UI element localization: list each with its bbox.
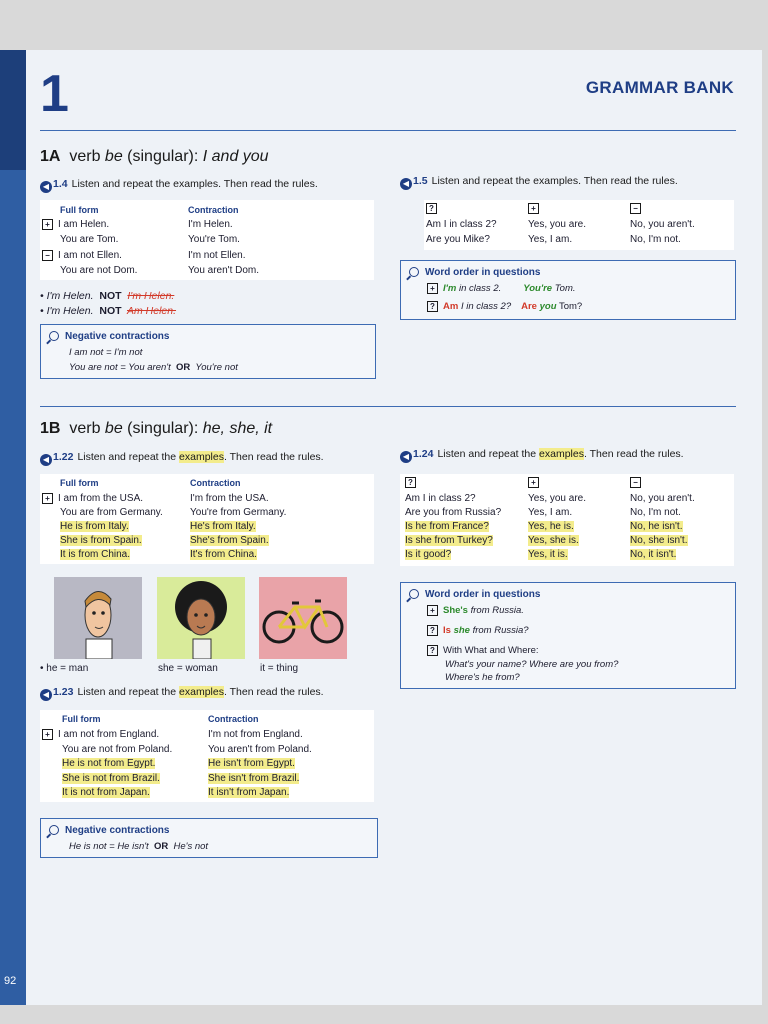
col-contraction: Contraction <box>190 478 241 488</box>
table-1-24 <box>400 474 734 566</box>
rule-bullet: • I'm Helen. NOT I'm Helen. <box>40 290 175 302</box>
table-cell: Yes, it is. <box>528 549 568 560</box>
col-contraction: Contraction <box>208 714 259 724</box>
word-order-box-1b <box>400 582 736 689</box>
magnifier-icon <box>49 825 59 835</box>
caption-it: it = thing <box>260 663 299 674</box>
table-cell: No, I'm not. <box>630 507 681 518</box>
word-order-line: ? Am I in class 2? Are you Tom? <box>427 301 582 312</box>
woman-illustration <box>157 577 245 659</box>
note-title: Word order in questions <box>409 267 540 278</box>
table-cell: Yes, you are. <box>528 493 587 504</box>
exercise-1-24-instruction: ◀ 1.24 Listen and repeat the examples. Then read the rules. <box>400 448 684 463</box>
col-full-form: Full form <box>60 205 99 215</box>
table-cell: Yes, she is. <box>528 535 579 546</box>
table-cell: Am I in class 2? <box>405 493 476 504</box>
exercise-1-22-instruction: ◀ 1.22 Listen and repeat the examples. Then read the rules. <box>40 451 324 466</box>
table-row: You are not Dom. <box>60 265 138 276</box>
table-cell: I'm from the USA. <box>190 493 269 504</box>
table-cell: I'm not Ellen. <box>188 250 246 261</box>
table-cell: He isn't from Egypt. <box>208 758 295 769</box>
word-order-box-1a <box>400 260 736 320</box>
table-row: + I am from the USA. <box>42 493 143 504</box>
audio-icon[interactable]: ◀ <box>400 178 412 190</box>
table-row: It is from China. <box>60 549 131 560</box>
question-sign: ? <box>405 477 416 488</box>
table-cell: Is he from France? <box>405 521 489 532</box>
table-row: It is not from Japan. <box>62 787 150 798</box>
plus-sign: + <box>528 477 539 488</box>
page-title: GRAMMAR BANK <box>585 78 734 97</box>
section-1b-heading: 1B verb be (singular): he, she, it <box>40 420 273 437</box>
table-cell: Yes, you are. <box>528 219 587 230</box>
table-cell: I'm not from England. <box>208 729 303 740</box>
negative-contractions-box <box>40 324 376 379</box>
caption-she: she = woman <box>158 663 218 674</box>
magnifier-icon <box>409 589 419 599</box>
table-cell: Is it good? <box>405 549 452 560</box>
section-divider <box>40 406 736 407</box>
note-title: Negative contractions <box>49 331 169 342</box>
table-row: She is not from Brazil. <box>62 773 160 784</box>
table-cell: No, you aren't. <box>630 493 695 504</box>
table-cell: No, you aren't. <box>630 219 695 230</box>
table-cell: Is she from Turkey? <box>405 535 493 546</box>
table-1-5 <box>424 200 734 250</box>
audio-icon[interactable]: ◀ <box>40 181 52 193</box>
word-order-line: ? Is she from Russia? <box>427 625 529 636</box>
minus-sign: − <box>630 203 641 214</box>
table-cell: He's from Italy. <box>190 521 256 532</box>
table-row: + I am not from England. <box>42 729 159 740</box>
table-cell: Am I in class 2? <box>426 219 497 230</box>
table-cell: No, it isn't. <box>630 549 677 560</box>
note-title: Word order in questions <box>409 589 540 600</box>
table-row: You are from Germany. <box>60 507 163 518</box>
table-cell: It isn't from Japan. <box>208 787 290 798</box>
audio-icon[interactable]: ◀ <box>40 689 52 701</box>
table-1-22 <box>40 474 374 564</box>
table-row: + I am Helen. <box>42 219 109 230</box>
magnifier-icon <box>49 331 59 341</box>
note-line: You are not = You aren't OR You're not <box>69 362 238 373</box>
table-cell: She's from Spain. <box>190 535 269 546</box>
table-1-4 <box>40 200 374 280</box>
col-contraction: Contraction <box>188 205 239 215</box>
page-spine <box>0 50 26 1005</box>
table-row: He is not from Egypt. <box>62 758 156 769</box>
header-divider <box>40 130 736 131</box>
bicycle-illustration <box>259 577 347 659</box>
table-cell: She isn't from Brazil. <box>208 773 300 784</box>
table-cell: No, he isn't. <box>630 521 683 532</box>
minus-sign: − <box>630 477 641 488</box>
table-1-23 <box>40 710 374 802</box>
audio-icon[interactable]: ◀ <box>40 454 52 466</box>
magnifier-icon <box>409 267 419 277</box>
col-full-form: Full form <box>60 478 99 488</box>
word-order-line: ? With What and Where: <box>427 645 539 656</box>
exercise-1-5-instruction: ◀ 1.5 Listen and repeat the examples. Then read the rules. <box>400 175 678 190</box>
table-cell: Yes, I am. <box>528 507 573 518</box>
rule-bullet: • I'm Helen. NOT Am Helen. <box>40 305 177 317</box>
unit-number: 1 <box>40 65 69 123</box>
exercise-1-4-instruction: ◀ 1.4 Listen and repeat the examples. Then read the rules. <box>40 178 318 193</box>
exercise-1-23-instruction: ◀ 1.23 Listen and repeat the examples. Then read the rules. <box>40 686 324 701</box>
table-cell: I'm Helen. <box>188 219 233 230</box>
table-cell: Yes, he is. <box>528 521 574 532</box>
table-cell: No, she isn't. <box>630 535 688 546</box>
section-1a-heading: 1A verb be (singular): I and you <box>40 148 269 165</box>
word-order-line: + She's from Russia. <box>427 605 524 616</box>
table-cell: You aren't from Poland. <box>208 744 312 755</box>
table-row: You are Tom. <box>60 234 119 245</box>
table-cell: You're from Germany. <box>190 507 287 518</box>
man-illustration <box>54 577 142 659</box>
table-cell: No, I'm not. <box>630 234 681 245</box>
note-line: I am not = I'm not <box>69 347 143 358</box>
table-cell: It's from China. <box>190 549 257 560</box>
spine-shade <box>0 50 26 170</box>
note-title: Negative contractions <box>49 825 169 836</box>
table-cell: You aren't Dom. <box>188 265 260 276</box>
table-cell: Yes, I am. <box>528 234 573 245</box>
plus-sign: + <box>528 203 539 214</box>
grammar-bank-page <box>0 50 762 1005</box>
question-sign: ? <box>426 203 437 214</box>
page-number: 92 <box>4 975 17 987</box>
word-order-line: What's your name? Where are you from? <box>445 659 619 670</box>
table-cell: Are you from Russia? <box>405 507 502 518</box>
col-full-form: Full form <box>62 714 101 724</box>
table-row: You are not from Poland. <box>62 744 173 755</box>
table-cell: Are you Mike? <box>426 234 490 245</box>
table-cell: You're Tom. <box>188 234 240 245</box>
note-line: He is not = He isn't OR He's not <box>69 841 209 852</box>
table-row: He is from Italy. <box>60 521 129 532</box>
negative-contractions-box-1b <box>40 818 378 858</box>
table-row: − I am not Ellen. <box>42 250 122 261</box>
audio-icon[interactable]: ◀ <box>400 451 412 463</box>
table-row: She is from Spain. <box>60 535 142 546</box>
word-order-line: Where's he from? <box>445 672 520 683</box>
caption-he: • he = man <box>40 663 89 674</box>
word-order-line: + I'm in class 2. You're Tom. <box>427 283 576 294</box>
